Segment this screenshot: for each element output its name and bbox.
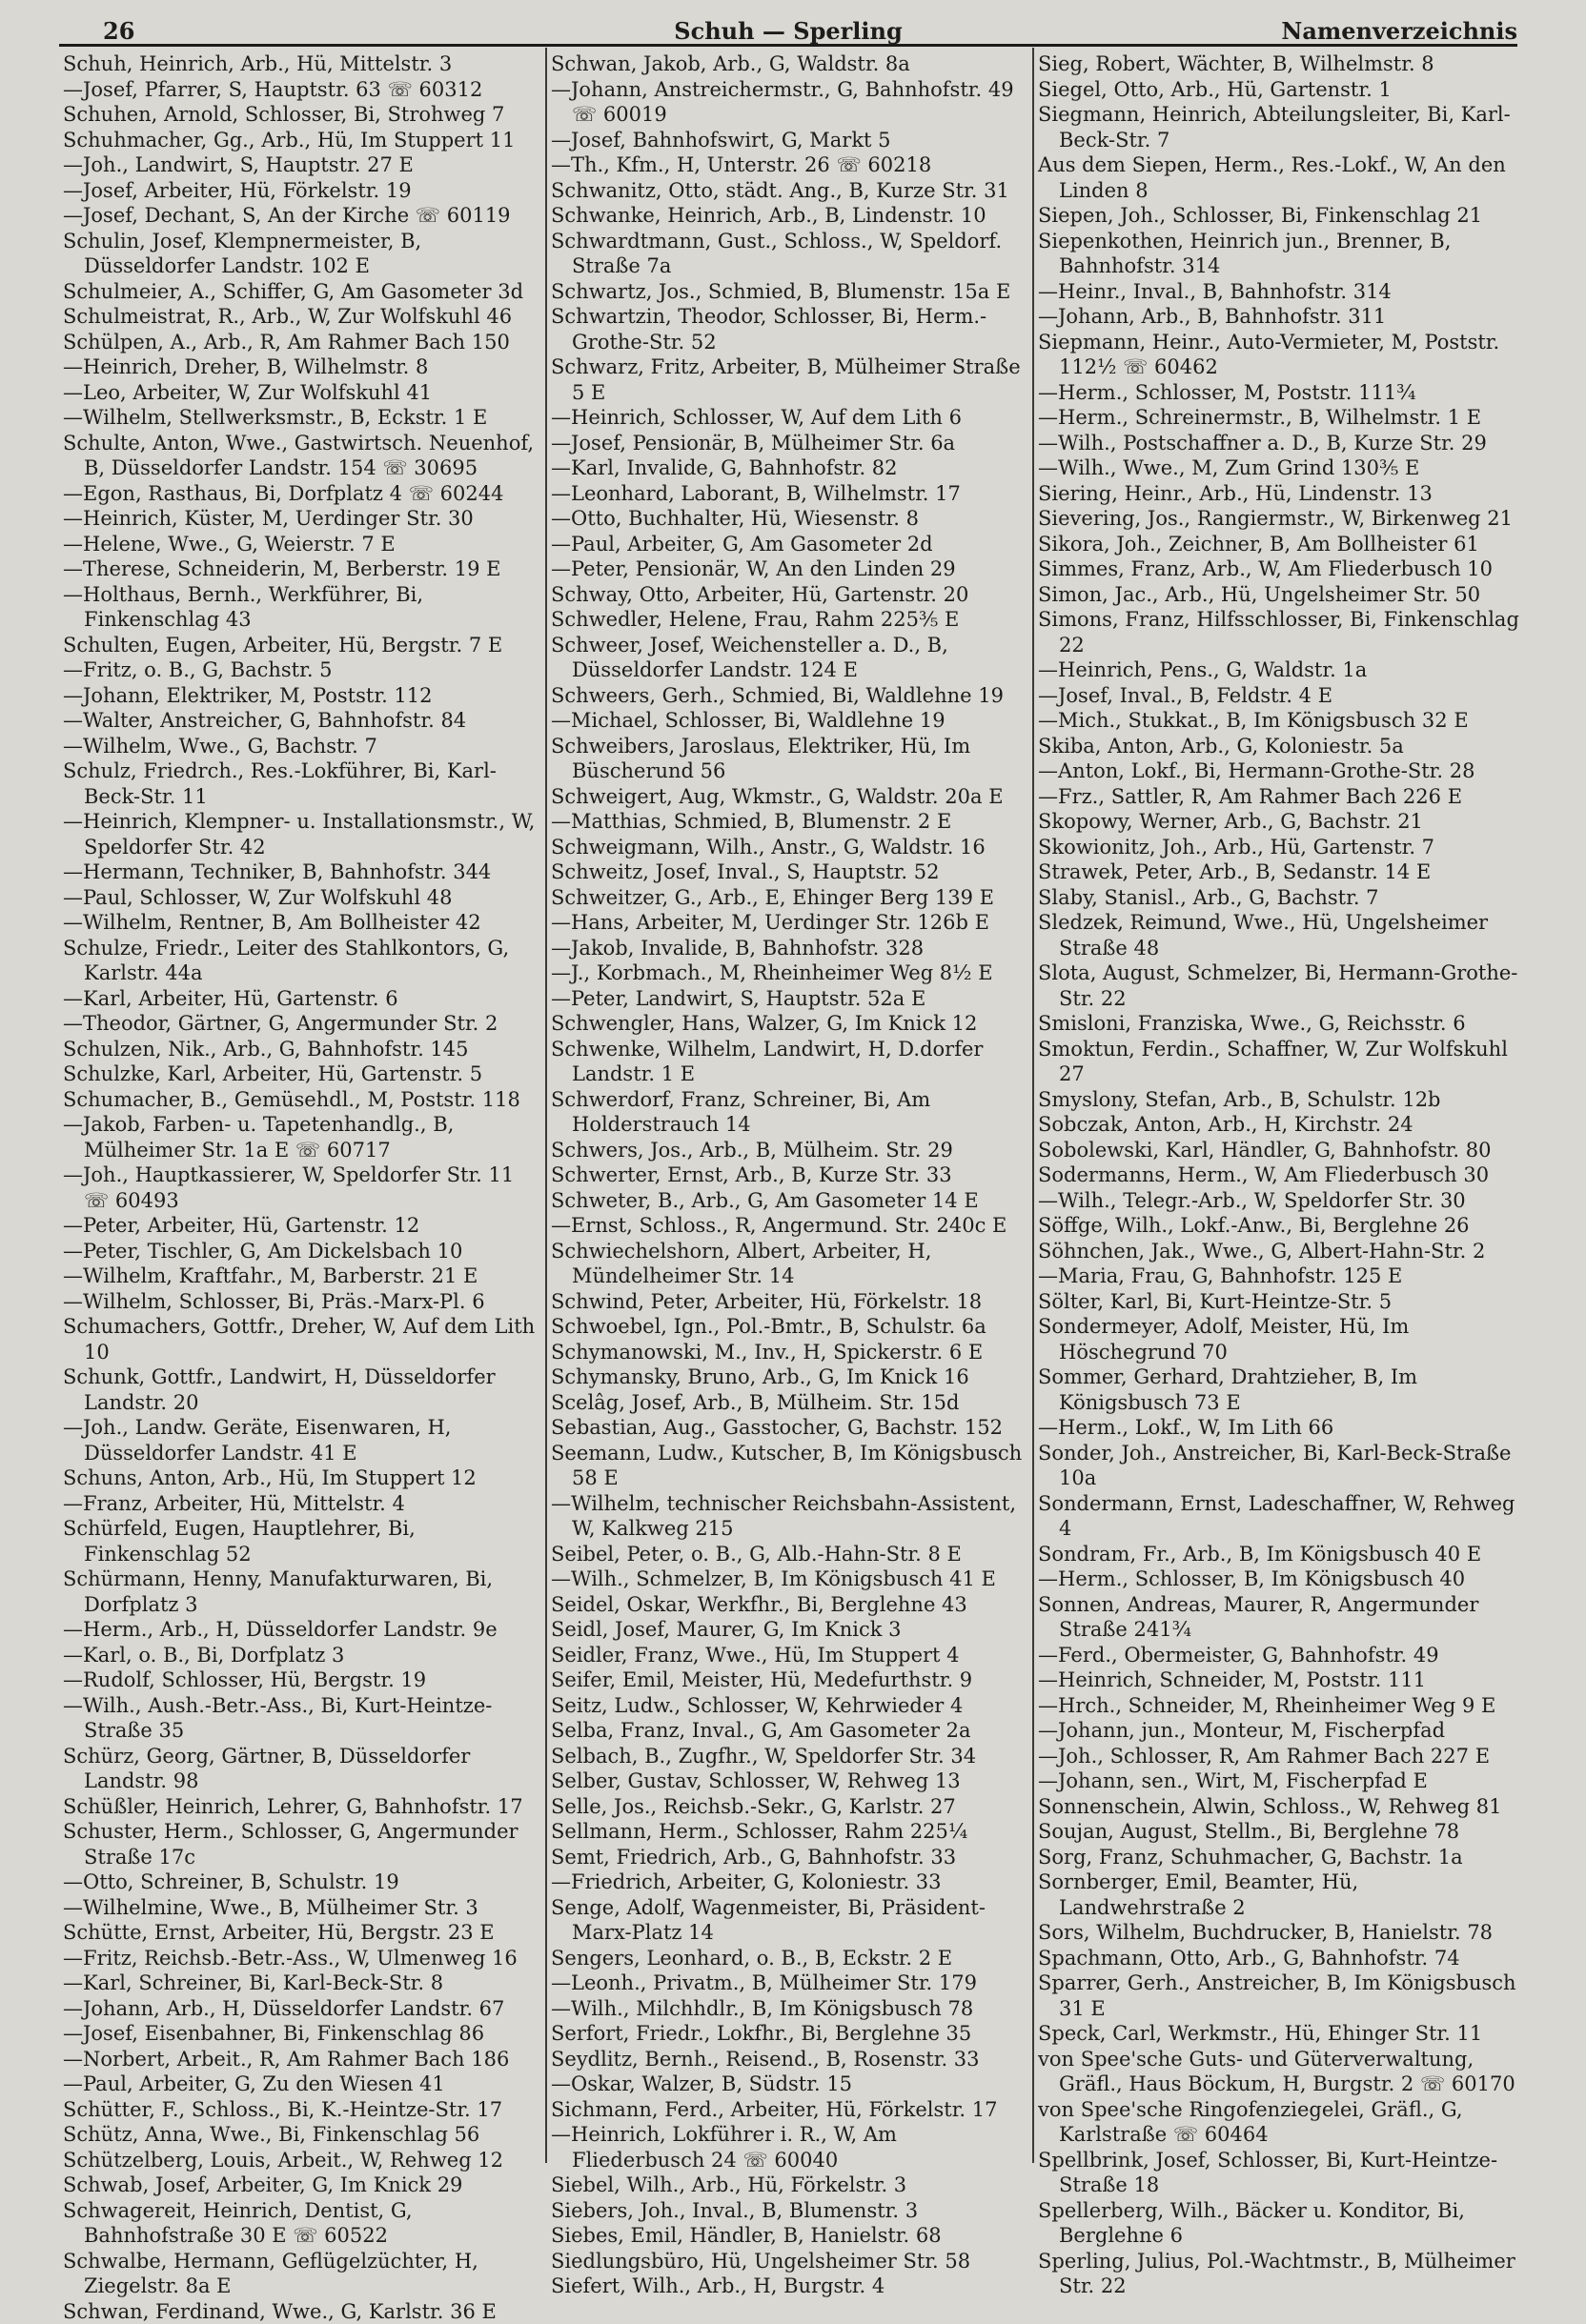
directory-entry: —Rudolf, Schlosser, Hü, Bergstr. 19 xyxy=(63,1667,545,1693)
directory-entry: —Jakob, Farben- u. Tapetenhandlg., B, Mülheimer Str. 1a E ☏ 60717 xyxy=(63,1112,545,1162)
directory-entry: Siebers, Joh., Inval., B, Blumenstr. 3 xyxy=(551,2198,1033,2224)
directory-entry: Seifer, Emil, Meister, Hü, Medefurthstr. 9 xyxy=(551,1667,1033,1693)
directory-entry: Schymansky, Bruno, Arb., G, Im Knick 16 xyxy=(551,1364,1033,1390)
directory-entry: —Johann, Arb., B, Bahnhofstr. 311 xyxy=(1038,304,1519,330)
directory-entry: Seemann, Ludw., Kutscher, B, Im Königsbusch 58 E xyxy=(551,1441,1033,1491)
directory-entry: —Wilh., Schmelzer, B, Im Königsbusch 41 E xyxy=(551,1566,1033,1592)
directory-entry: Seitz, Ludw., Schlosser, W, Kehrwieder 4 xyxy=(551,1693,1033,1719)
directory-entry: —Ferd., Obermeister, G, Bahnhofstr. 49 xyxy=(1038,1643,1519,1668)
directory-entry: —Michael, Schlosser, Bi, Waldlehne 19 xyxy=(551,708,1033,734)
directory-entry: —Leonh., Privatm., B, Mülheimer Str. 179 xyxy=(551,1970,1033,1996)
directory-entry: Schulmeier, A., Schiffer, G, Am Gasometer 3d xyxy=(63,279,545,305)
directory-entry: —Josef, Dechant, S, An der Kirche ☏ 60119 xyxy=(63,203,545,229)
directory-entry: —Therese, Schneiderin, M, Berberstr. 19 E xyxy=(63,556,545,582)
directory-entry: Selle, Jos., Reichsb.-Sekr., G, Karlstr. 27 xyxy=(551,1794,1033,1820)
page-header xyxy=(59,15,1517,47)
page-number: 26 xyxy=(103,17,134,45)
directory-entry: —Peter, Pensionär, W, An den Linden 29 xyxy=(551,556,1033,582)
directory-entry: Selba, Franz, Inval., G, Am Gasometer 2a xyxy=(551,1718,1033,1744)
directory-entry: Schütter, F., Schloss., Bi, K.-Heintze-Str. 17 xyxy=(63,2097,545,2123)
directory-entry: —Egon, Rasthaus, Bi, Dorfplatz 4 ☏ 60244 xyxy=(63,481,545,507)
directory-entry: Schwerter, Ernst, Arb., B, Kurze Str. 33 xyxy=(551,1162,1033,1188)
directory-entry: —Karl, o. B., Bi, Dorfplatz 3 xyxy=(63,1643,545,1668)
directory-entry: Siering, Heinr., Arb., Hü, Lindenstr. 13 xyxy=(1038,481,1519,507)
directory-entry: Schweer, Josef, Weichensteller a. D., B, Düsseldorfer Landstr. 124 E xyxy=(551,633,1033,683)
directory-entry: Seidler, Franz, Wwe., Hü, Im Stuppert 4 xyxy=(551,1643,1033,1668)
directory-entry: —Herm., Schlosser, M, Poststr. 111¾ xyxy=(1038,380,1519,406)
directory-entry: —Fritz, Reichsb.-Betr.-Ass., W, Ulmenweg 16 xyxy=(63,1946,545,1971)
directory-entry: —Leonhard, Laborant, B, Wilhelmstr. 17 xyxy=(551,481,1033,507)
directory-entry: —Johann, sen., Wirt, M, Fischerpfad E xyxy=(1038,1768,1519,1794)
section-title: Namenverzeichnis xyxy=(1281,17,1517,45)
directory-entry: Seydlitz, Bernh., Reisend., B, Rosenstr. 33 xyxy=(551,2047,1033,2072)
directory-entry: Sichmann, Ferd., Arbeiter, Hü, Förkelstr. 17 xyxy=(551,2097,1033,2123)
directory-entry: —Otto, Schreiner, B, Schulstr. 19 xyxy=(63,1869,545,1895)
directory-entry: —Wilhelm, Wwe., G, Bachstr. 7 xyxy=(63,734,545,759)
directory-entry: Siegmann, Heinrich, Abteilungsleiter, Bi, Karl-Beck-Str. 7 xyxy=(1038,102,1519,152)
directory-entry: Schweibers, Jaroslaus, Elektriker, Hü, Im Büscherund 56 xyxy=(551,734,1033,784)
directory-entry: —Heinrich, Dreher, B, Wilhelmstr. 8 xyxy=(63,354,545,380)
directory-entry: Schweigert, Aug, Wkmstr., G, Waldstr. 20a E xyxy=(551,784,1033,810)
directory-entry: Schulz, Friedrch., Res.-Lokführer, Bi, Karl-Beck-Str. 11 xyxy=(63,758,545,809)
directory-entry: Sondram, Fr., Arb., B, Im Königsbusch 40 E xyxy=(1038,1542,1519,1567)
directory-entry: Schwenke, Wilhelm, Landwirt, H, D.dorfer Landstr. 1 E xyxy=(551,1037,1033,1087)
directory-entry: —Wilh., Milchhdlr., B, Im Königsbusch 78 xyxy=(551,1996,1033,2022)
directory-entry: Schwoebel, Ign., Pol.-Bmtr., B, Schulstr. 6a xyxy=(551,1314,1033,1340)
directory-entry: —Josef, Arbeiter, Hü, Förkelstr. 19 xyxy=(63,178,545,204)
directory-entry: Schütte, Ernst, Arbeiter, Hü, Bergstr. 23 E xyxy=(63,1920,545,1946)
directory-entry: Schwers, Jos., Arb., B, Mülheim. Str. 29 xyxy=(551,1138,1033,1163)
directory-column-1 xyxy=(63,51,545,2186)
directory-entry: —Johann, Arb., H, Düsseldorfer Landstr. 67 xyxy=(63,1996,545,2022)
directory-entry: Schweitzer, G., Arb., E, Ehinger Berg 139 E xyxy=(551,885,1033,911)
directory-entry: Soujan, August, Stellm., Bi, Berglehne 78 xyxy=(1038,1819,1519,1845)
directory-entry: Schuns, Anton, Arb., Hü, Im Stuppert 12 xyxy=(63,1465,545,1491)
directory-entry: —Joh., Landwirt, S, Hauptstr. 27 E xyxy=(63,152,545,178)
directory-entry: —Joh., Landw. Geräte, Eisenwaren, H, Düsseldorfer Landstr. 41 E xyxy=(63,1415,545,1465)
directory-entry: —J., Korbmach., M, Rheinheimer Weg 8½ E xyxy=(551,960,1033,986)
directory-entry: —Wilhelm, Schlosser, Bi, Präs.-Marx-Pl. 6 xyxy=(63,1289,545,1315)
directory-entry: Skiba, Anton, Arb., G, Koloniestr. 5a xyxy=(1038,734,1519,759)
directory-entry: Schwardtmann, Gust., Schloss., W, Speldorf. Straße 7a xyxy=(551,229,1033,279)
directory-entry: Schumachers, Gottfr., Dreher, W, Auf dem Lith 10 xyxy=(63,1314,545,1364)
directory-entry: Smyslony, Stefan, Arb., B, Schulstr. 12b xyxy=(1038,1087,1519,1113)
directory-entry: Sieg, Robert, Wächter, B, Wilhelmstr. 8 xyxy=(1038,51,1519,77)
directory-entry: Schulten, Eugen, Arbeiter, Hü, Bergstr. 7 E xyxy=(63,633,545,658)
directory-entry: Spellbrink, Josef, Schlosser, Bi, Kurt-Heintze-Straße 18 xyxy=(1038,2148,1519,2198)
directory-entry: —Heinrich, Schneider, M, Poststr. 111 xyxy=(1038,1667,1519,1693)
directory-entry: Simon, Jac., Arb., Hü, Ungelsheimer Str. 50 xyxy=(1038,582,1519,608)
directory-entry: —Josef, Pensionär, B, Mülheimer Str. 6a xyxy=(551,431,1033,456)
directory-entry: —Herm., Schreinermstr., B, Wilhelmstr. 1 E xyxy=(1038,405,1519,431)
directory-entry: Sengers, Leonhard, o. B., B, Eckstr. 2 E xyxy=(551,1946,1033,1971)
directory-entry: —Theodor, Gärtner, G, Angermunder Str. 2 xyxy=(63,1011,545,1037)
directory-entry: —Wilh., Wwe., M, Zum Grind 130⅗ E xyxy=(1038,455,1519,481)
directory-entry: Schulze, Friedr., Leiter des Stahlkontors, G, Karlstr. 44a xyxy=(63,936,545,986)
directory-entry: —Karl, Invalide, G, Bahnhofstr. 82 xyxy=(551,455,1033,481)
directory-entry: Sobolewski, Karl, Händler, G, Bahnhofstr. 80 xyxy=(1038,1138,1519,1163)
directory-entry: Scelâg, Josef, Arb., B, Mülheim. Str. 15d xyxy=(551,1390,1033,1416)
directory-entry: Sonder, Joh., Anstreicher, Bi, Karl-Beck-Straße 10a xyxy=(1038,1441,1519,1491)
directory-entry: Sodermanns, Herm., W, Am Fliederbusch 30 xyxy=(1038,1162,1519,1188)
directory-entry: —Friedrich, Arbeiter, G, Koloniestr. 33 xyxy=(551,1869,1033,1895)
directory-entry: —Mich., Stukkat., B, Im Königsbusch 32 E xyxy=(1038,708,1519,734)
directory-entry: Strawek, Peter, Arb., B, Sedanstr. 14 E xyxy=(1038,859,1519,885)
directory-entry: Senge, Adolf, Wagenmeister, Bi, Präsident-Marx-Platz 14 xyxy=(551,1895,1033,1946)
directory-entry: Seibel, Peter, o. B., G, Alb.-Hahn-Str. 8 E xyxy=(551,1542,1033,1567)
directory-entry: —Wilh., Aush.-Betr.-Ass., Bi, Kurt-Heintze-Straße 35 xyxy=(63,1693,545,1744)
directory-entry: Skowionitz, Joh., Arb., Hü, Gartenstr. 7 xyxy=(1038,835,1519,860)
directory-entry: Schütz, Anna, Wwe., Bi, Finkenschlag 56 xyxy=(63,2122,545,2148)
directory-entry: Siedlungsbüro, Hü, Ungelsheimer Str. 58 xyxy=(551,2249,1033,2274)
directory-entry: —Hermann, Techniker, B, Bahnhofstr. 344 xyxy=(63,859,545,885)
directory-entry: Selber, Gustav, Schlosser, W, Rehweg 13 xyxy=(551,1768,1033,1794)
directory-entry: von Spee'sche Guts- und Güterverwaltung, Gräfl., Haus Böckum, H, Burgstr. 2 ☏ 60170 xyxy=(1038,2047,1519,2097)
directory-entry: —Anton, Lokf., Bi, Hermann-Grothe-Str. 28 xyxy=(1038,758,1519,784)
directory-entry: Slota, August, Schmelzer, Bi, Hermann-Grothe-Str. 22 xyxy=(1038,960,1519,1011)
directory-entry: Sledzek, Reimund, Wwe., Hü, Ungelsheimer Straße 48 xyxy=(1038,910,1519,960)
directory-entry: —Wilh., Postschaffner a. D., B, Kurze Str. 29 xyxy=(1038,431,1519,456)
directory-entry: —Hans, Arbeiter, M, Uerdinger Str. 126b E xyxy=(551,910,1033,936)
directory-entry: —Wilhelmine, Wwe., B, Mülheimer Str. 3 xyxy=(63,1895,545,1921)
directory-entry: Schürfeld, Eugen, Hauptlehrer, Bi, Finkenschlag 52 xyxy=(63,1516,545,1566)
directory-entry: Schweitz, Josef, Inval., S, Hauptstr. 52 xyxy=(551,859,1033,885)
directory-entry: —Wilhelm, Stellwerksmstr., B, Eckstr. 1 E xyxy=(63,405,545,431)
directory-entry: Sornberger, Emil, Beamter, Hü, Landwehrstraße 2 xyxy=(1038,1869,1519,1920)
directory-entry: Sonnen, Andreas, Maurer, R, Angermunder Straße 241¾ xyxy=(1038,1592,1519,1643)
directory-entry: —Peter, Tischler, G, Am Dickelsbach 10 xyxy=(63,1239,545,1264)
directory-entry: Schwartz, Jos., Schmied, B, Blumenstr. 15a E xyxy=(551,279,1033,305)
directory-entry: Slaby, Stanisl., Arb., G, Bachstr. 7 xyxy=(1038,885,1519,911)
directory-entry: Seidel, Oskar, Werkfhr., Bi, Berglehne 43 xyxy=(551,1592,1033,1618)
directory-entry: —Josef, Pfarrer, S, Hauptstr. 63 ☏ 60312 xyxy=(63,77,545,103)
directory-entry: —Josef, Inval., B, Feldstr. 4 E xyxy=(1038,683,1519,709)
directory-entry: —Johann, Elektriker, M, Poststr. 112 xyxy=(63,683,545,709)
column-divider xyxy=(545,48,547,2163)
directory-entry: Speck, Carl, Werkmstr., Hü, Ehinger Str. 11 xyxy=(1038,2021,1519,2047)
directory-column-2 xyxy=(551,51,1033,2186)
directory-entry: —Wilhelm, technischer Reichsbahn-Assistent, W, Kalkweg 215 xyxy=(551,1491,1033,1542)
directory-entry: Spachmann, Otto, Arb., G, Bahnhofstr. 74 xyxy=(1038,1946,1519,1971)
directory-entry: Sobczak, Anton, Arb., H, Kirchstr. 24 xyxy=(1038,1112,1519,1138)
directory-entry: —Hrch., Schneider, M, Rheinheimer Weg 9 E xyxy=(1038,1693,1519,1719)
directory-entry: Sorg, Franz, Schuhmacher, G, Bachstr. 1a xyxy=(1038,1845,1519,1870)
directory-entry: —Joh., Hauptkassierer, W, Speldorfer Str. 11 ☏ 60493 xyxy=(63,1162,545,1213)
directory-entry: —Heinr., Inval., B, Bahnhofstr. 314 xyxy=(1038,279,1519,305)
directory-entry: Schunk, Gottfr., Landwirt, H, Düsseldorfer Landstr. 20 xyxy=(63,1364,545,1415)
directory-entry: Schwan, Jakob, Arb., G, Waldstr. 8a xyxy=(551,51,1033,77)
directory-entry: Sors, Wilhelm, Buchdrucker, B, Hanielstr. 78 xyxy=(1038,1920,1519,1946)
directory-entry: Skopowy, Werner, Arb., G, Bachstr. 21 xyxy=(1038,809,1519,835)
directory-entry: Schürz, Georg, Gärtner, B, Düsseldorfer Landstr. 98 xyxy=(63,1744,545,1794)
directory-entry: Schuhen, Arnold, Schlosser, Bi, Strohweg 7 xyxy=(63,102,545,128)
directory-entry: Aus dem Siepen, Herm., Res.-Lokf., W, An den Linden 8 xyxy=(1038,152,1519,203)
directory-entry: von Spee'sche Ringofenziegelei, Gräfl., G, Karlstraße ☏ 60464 xyxy=(1038,2097,1519,2148)
directory-entry: —Herm., Lokf., W, Im Lith 66 xyxy=(1038,1415,1519,1441)
directory-entry: Schuh, Heinrich, Arb., Hü, Mittelstr. 3 xyxy=(63,51,545,77)
directory-entry: Sonnenschein, Alwin, Schloss., W, Rehweg 81 xyxy=(1038,1794,1519,1820)
directory-entry: —Karl, Arbeiter, Hü, Gartenstr. 6 xyxy=(63,986,545,1012)
directory-entry: Schwengler, Hans, Walzer, G, Im Knick 12 xyxy=(551,1011,1033,1037)
directory-entry: Siegel, Otto, Arb., Hü, Gartenstr. 1 xyxy=(1038,77,1519,103)
directory-entry: —Jakob, Invalide, B, Bahnhofstr. 328 xyxy=(551,936,1033,961)
directory-entry: Schulmeistrat, R., Arb., W, Zur Wolfskuhl 46 xyxy=(63,304,545,330)
directory-entry: —Fritz, o. B., G, Bachstr. 5 xyxy=(63,657,545,683)
directory-entry: Schulzen, Nik., Arb., G, Bahnhofstr. 145 xyxy=(63,1037,545,1062)
directory-entry: Simmes, Franz, Arb., W, Am Fliederbusch 10 xyxy=(1038,556,1519,582)
directory-entry: —Franz, Arbeiter, Hü, Mittelstr. 4 xyxy=(63,1491,545,1517)
directory-entry: —Paul, Arbeiter, G, Am Gasometer 2d xyxy=(551,532,1033,557)
directory-entry: —Frz., Sattler, R, Am Rahmer Bach 226 E xyxy=(1038,784,1519,810)
directory-entry: —Helene, Wwe., G, Weierstr. 7 E xyxy=(63,532,545,557)
directory-entry: Sölter, Karl, Bi, Kurt-Heintze-Str. 5 xyxy=(1038,1289,1519,1315)
directory-entry: Schüßler, Heinrich, Lehrer, G, Bahnhofstr. 17 xyxy=(63,1794,545,1820)
directory-entry: Seidl, Josef, Maurer, G, Im Knick 3 xyxy=(551,1617,1033,1643)
directory-entry: Sievering, Jos., Rangiermstr., W, Birkenweg 21 xyxy=(1038,506,1519,532)
directory-entry: —Paul, Schlosser, W, Zur Wolfskuhl 48 xyxy=(63,885,545,911)
directory-entry: Sperling, Julius, Pol.-Wachtmstr., B, Mülheimer Str. 22 xyxy=(1038,2249,1519,2299)
directory-entry: Sebastian, Aug., Gasstocher, G, Bachstr. 152 xyxy=(551,1415,1033,1441)
directory-entry: Selbach, B., Zugfhr., W, Speldorfer Str. 34 xyxy=(551,1744,1033,1769)
directory-entry: Schürmann, Henny, Manufakturwaren, Bi, Dorfplatz 3 xyxy=(63,1566,545,1617)
directory-entry: —Heinrich, Pens., G, Waldstr. 1a xyxy=(1038,657,1519,683)
directory-entry: Schweter, B., Arb., G, Am Gasometer 14 E xyxy=(551,1188,1033,1214)
directory-entry: —Josef, Eisenbahner, Bi, Finkenschlag 86 xyxy=(63,2021,545,2047)
directory-entry: Siepmann, Heinr., Auto-Vermieter, M, Poststr. 112½ ☏ 60462 xyxy=(1038,330,1519,380)
directory-entry: Schulte, Anton, Wwe., Gastwirtsch. Neuenhof, B, Düsseldorfer Landstr. 154 ☏ 30695 xyxy=(63,431,545,481)
directory-entry: Schwagereit, Heinrich, Dentist, G, Bahnhofstraße 30 E ☏ 60522 xyxy=(63,2198,545,2249)
directory-entry: —Johann, Anstreichermstr., G, Bahnhofstr. 49 ☏ 60019 xyxy=(551,77,1033,128)
directory-entry: —Wilhelm, Kraftfahr., M, Barberstr. 21 E xyxy=(63,1263,545,1289)
directory-entry: —Paul, Arbeiter, G, Zu den Wiesen 41 xyxy=(63,2071,545,2097)
directory-entry: —Holthaus, Bernh., Werkführer, Bi, Finkenschlag 43 xyxy=(63,582,545,633)
directory-column-3 xyxy=(1038,51,1519,2186)
directory-entry: Schumacher, B., Gemüsehdl., M, Poststr. 118 xyxy=(63,1087,545,1113)
directory-entry: Schwartzin, Theodor, Schlosser, Bi, Herm.-Grothe-Str. 52 xyxy=(551,304,1033,354)
directory-entry: —Joh., Schlosser, R, Am Rahmer Bach 227 E xyxy=(1038,1744,1519,1769)
directory-entry: Schulzke, Karl, Arbeiter, Hü, Gartenstr. 5 xyxy=(63,1061,545,1087)
directory-entry: Schwanitz, Otto, städt. Ang., B, Kurze Str. 31 xyxy=(551,178,1033,204)
directory-entry: Schweers, Gerh., Schmied, Bi, Waldlehne 19 xyxy=(551,683,1033,709)
directory-entry: Siepenkothen, Heinrich jun., Brenner, B, Bahnhofstr. 314 xyxy=(1038,229,1519,279)
directory-entry: —Peter, Arbeiter, Hü, Gartenstr. 12 xyxy=(63,1213,545,1239)
directory-entry: —Johann, jun., Monteur, M, Fischerpfad xyxy=(1038,1718,1519,1744)
directory-entry: Schway, Otto, Arbeiter, Hü, Gartenstr. 20 xyxy=(551,582,1033,608)
directory-entry: Schwanke, Heinrich, Arb., B, Lindenstr. 10 xyxy=(551,203,1033,229)
directory-entry: —Heinrich, Lokführer i. R., W, Am Fliederbusch 24 ☏ 60040 xyxy=(551,2122,1033,2172)
directory-entry: Schulin, Josef, Klempnermeister, B, Düsseldorfer Landstr. 102 E xyxy=(63,229,545,279)
directory-entry: Sondermeyer, Adolf, Meister, Hü, Im Höschegrund 70 xyxy=(1038,1314,1519,1364)
directory-entry: —Leo, Arbeiter, W, Zur Wolfskuhl 41 xyxy=(63,380,545,406)
directory-entry: Schymanowski, M., Inv., H, Spickerstr. 6 E xyxy=(551,1340,1033,1365)
directory-entry: —Heinrich, Klempner- u. Installationsmstr., W, Speldorfer Str. 42 xyxy=(63,809,545,859)
directory-entry: Söffge, Wilh., Lokf.-Anw., Bi, Berglehne 26 xyxy=(1038,1213,1519,1239)
directory-entry: Schuhmacher, Gg., Arb., Hü, Im Stuppert 11 xyxy=(63,128,545,153)
directory-entry: Schwind, Peter, Arbeiter, Hü, Förkelstr. 18 xyxy=(551,1289,1033,1315)
directory-entry: Schwab, Josef, Arbeiter, G, Im Knick 29 xyxy=(63,2172,545,2198)
directory-entry: —Heinrich, Küster, M, Uerdinger Str. 30 xyxy=(63,506,545,532)
directory-entry: Siebel, Wilh., Arb., Hü, Förkelstr. 3 xyxy=(551,2172,1033,2198)
directory-entry: —Oskar, Walzer, B, Südstr. 15 xyxy=(551,2071,1033,2097)
directory-entry: Schwalbe, Hermann, Geflügelzüchter, H, Ziegelstr. 8a E xyxy=(63,2249,545,2299)
directory-entry: —Herm., Arb., H, Düsseldorfer Landstr. 9e xyxy=(63,1617,545,1643)
directory-entry: Sikora, Joh., Zeichner, B, Am Bollheister 61 xyxy=(1038,532,1519,557)
directory-entry: Semt, Friedrich, Arb., G, Bahnhofstr. 33 xyxy=(551,1845,1033,1870)
directory-entry: Schuster, Herm., Schlosser, G, Angermunder Straße 17c xyxy=(63,1819,545,1869)
directory-entry: Simons, Franz, Hilfsschlosser, Bi, Finkenschlag 22 xyxy=(1038,607,1519,657)
directory-entry: Sommer, Gerhard, Drahtzieher, B, Im Königsbusch 73 E xyxy=(1038,1364,1519,1415)
directory-entry: —Maria, Frau, G, Bahnhofstr. 125 E xyxy=(1038,1263,1519,1289)
directory-entry: —Karl, Schreiner, Bi, Karl-Beck-Str. 8 xyxy=(63,1970,545,1996)
page-range-title: Schuh — Sperling xyxy=(59,17,1517,45)
directory-entry: Spellerberg, Wilh., Bäcker u. Konditor, Bi, Berglehne 6 xyxy=(1038,2198,1519,2249)
directory-entry: —Norbert, Arbeit., R, Am Rahmer Bach 186 xyxy=(63,2047,545,2072)
directory-entry: Siebes, Emil, Händler, B, Hanielstr. 68 xyxy=(551,2223,1033,2249)
directory-entry: Schweigmann, Wilh., Anstr., G, Waldstr. 16 xyxy=(551,835,1033,860)
directory-entry: Schwan, Ferdinand, Wwe., G, Karlstr. 36 E xyxy=(63,2299,545,2324)
directory-entry: —Matthias, Schmied, B, Blumenstr. 2 E xyxy=(551,809,1033,835)
directory-entry: Smoktun, Ferdin., Schaffner, W, Zur Wolfskuhl 27 xyxy=(1038,1037,1519,1087)
directory-entry: Sondermann, Ernst, Ladeschaffner, W, Rehweg 4 xyxy=(1038,1491,1519,1542)
directory-entry: Schwarz, Fritz, Arbeiter, B, Mülheimer Straße 5 E xyxy=(551,354,1033,405)
directory-entry: —Wilh., Telegr.-Arb., W, Speldorfer Str. 30 xyxy=(1038,1188,1519,1214)
directory-entry: Söhnchen, Jak., Wwe., G, Albert-Hahn-Str. 2 xyxy=(1038,1239,1519,1264)
directory-entry: —Josef, Bahnhofswirt, G, Markt 5 xyxy=(551,128,1033,153)
directory-entry: Smisloni, Franziska, Wwe., G, Reichsstr. 6 xyxy=(1038,1011,1519,1037)
directory-entry: —Th., Kfm., H, Unterstr. 26 ☏ 60218 xyxy=(551,152,1033,178)
directory-entry: —Otto, Buchhalter, Hü, Wiesenstr. 8 xyxy=(551,506,1033,532)
directory-entry: Siefert, Wilh., Arb., H, Burgstr. 4 xyxy=(551,2273,1033,2299)
directory-entry: —Herm., Schlosser, B, Im Königsbusch 40 xyxy=(1038,1566,1519,1592)
directory-entry: Schwerdorf, Franz, Schreiner, Bi, Am Holderstrauch 14 xyxy=(551,1087,1033,1138)
directory-entry: —Ernst, Schloss., R, Angermund. Str. 240c E xyxy=(551,1213,1033,1239)
directory-entry: —Walter, Anstreicher, G, Bahnhofstr. 84 xyxy=(63,708,545,734)
directory-entry: Schwedler, Helene, Frau, Rahm 225⅗ E xyxy=(551,607,1033,633)
directory-entry: Schwiechelshorn, Albert, Arbeiter, H, Mündelheimer Str. 14 xyxy=(551,1239,1033,1289)
directory-entry: —Peter, Landwirt, S, Hauptstr. 52a E xyxy=(551,986,1033,1012)
directory-entry: Sellmann, Herm., Schlosser, Rahm 225¼ xyxy=(551,1819,1033,1845)
directory-entry: —Heinrich, Schlosser, W, Auf dem Lith 6 xyxy=(551,405,1033,431)
directory-entry: Schülpen, A., Arb., R, Am Rahmer Bach 150 xyxy=(63,330,545,355)
directory-entry: Siepen, Joh., Schlosser, Bi, Finkenschlag 21 xyxy=(1038,203,1519,229)
directory-entry: Sparrer, Gerh., Anstreicher, B, Im Königsbusch 31 E xyxy=(1038,1970,1519,2021)
directory-entry: Schützelberg, Louis, Arbeit., W, Rehweg 12 xyxy=(63,2148,545,2173)
directory-entry: —Wilhelm, Rentner, B, Am Bollheister 42 xyxy=(63,910,545,936)
directory-entry: Serfort, Friedr., Lokfhr., Bi, Berglehne 35 xyxy=(551,2021,1033,2047)
